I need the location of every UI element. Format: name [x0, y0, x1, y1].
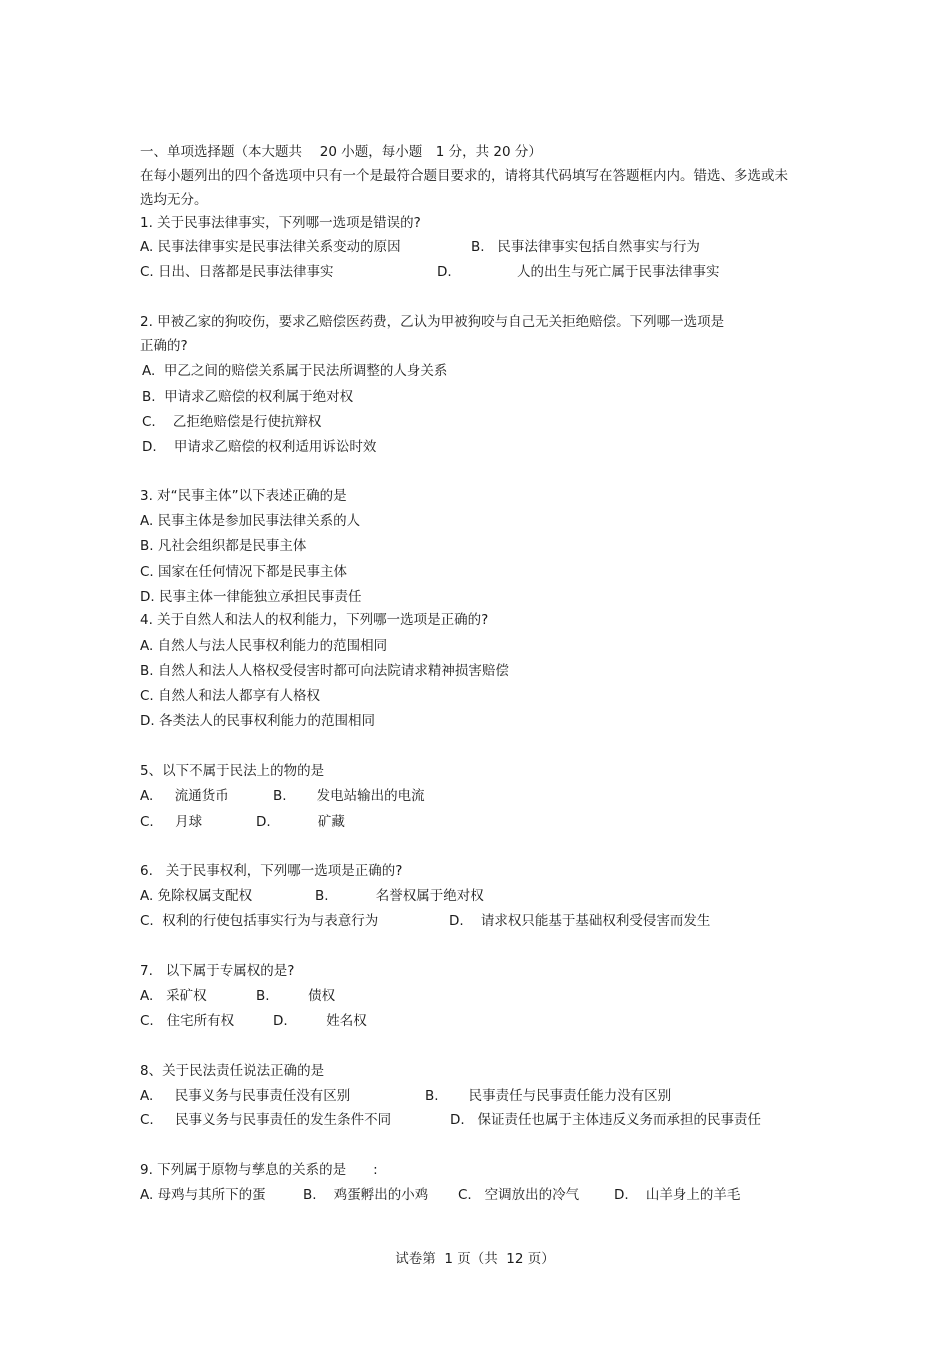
question-6-option-a: A. 免除权属支配权 [140, 888, 253, 904]
question-6-option-b: B. 名誉权属于绝对权 [315, 888, 484, 904]
question-1-option-d-label: D. [437, 264, 452, 280]
question-1-option-a: A. 民事法律事实是民事法律关系变动的原因 [140, 239, 401, 255]
question-9-option-a: A. 母鸡与其所下的蛋 [140, 1187, 266, 1203]
question-7-option-d: D. 姓名权 [273, 1013, 367, 1029]
question-4-option-a: A. 自然人与法人民事权利能力的范围相同 [140, 638, 388, 654]
question-8-option-c: C. 民事义务与民事责任的发生条件不同 [140, 1112, 392, 1128]
question-8-option-b: B. 民事责任与民事责任能力没有区别 [425, 1088, 672, 1104]
question-4-option-d: D. 各类法人的民事权利能力的范围相同 [140, 713, 375, 729]
question-1-option-b: B. 民事法律事实包括自然事实与行为 [471, 239, 700, 255]
question-2-option-d: D. 甲请求乙赔偿的权利适用诉讼时效 [142, 439, 377, 455]
page-number-footer: 试卷第 1 页（共 12 页） [395, 1251, 555, 1267]
question-2-option-a: A. 甲乙之间的赔偿关系属于民法所调整的人身关系 [142, 363, 448, 379]
question-4-option-b: B. 自然人和法人人格权受侵害时都可向法院请求精神损害赔偿 [140, 663, 509, 679]
question-9-option-c: C. 空调放出的冷气 [458, 1187, 580, 1203]
question-2-stem-2: 正确的? [140, 338, 188, 354]
question-9-stem: 9. 下列属于原物与孳息的关系的是 : [140, 1162, 378, 1178]
question-9-option-b: B. 鸡蛋孵出的小鸡 [303, 1187, 429, 1203]
question-2-stem-1: 2. 甲被乙家的狗咬伤，要求乙赔偿医药费，乙认为甲被狗咬与自己无关拒绝赔偿。下列哪一选项是 [140, 314, 725, 330]
question-2-option-b: B. 甲请求乙赔偿的权利属于绝对权 [142, 389, 354, 405]
question-9-option-d: D. 山羊身上的羊毛 [614, 1187, 741, 1203]
question-5-option-a: A. 流通货币 [140, 788, 229, 804]
question-5-option-d: D. 矿藏 [256, 814, 345, 830]
question-3-stem: 3. 对“民事主体”以下表述正确的是 [140, 488, 347, 504]
section-title: 一、单项选择题（本大题共 20 小题，每小题 1 分，共 20 分） [140, 144, 542, 160]
question-6-option-d: D. 请求权只能基于基础权利受侵害而发生 [449, 913, 711, 929]
question-7-option-b: B. 债权 [256, 988, 336, 1004]
question-5-option-b: B. 发电站输出的电流 [273, 788, 425, 804]
question-7-option-c: C. 住宅所有权 [140, 1013, 235, 1029]
question-3-option-d: D. 民事主体一律能独立承担民事责任 [140, 589, 362, 605]
question-8-stem: 8、关于民法责任说法正确的是 [140, 1063, 325, 1079]
question-7-option-a: A. 采矿权 [140, 988, 207, 1004]
question-6-option-c: C. 权利的行使包括事实行为与表意行为 [140, 913, 379, 929]
question-2-option-c: C. 乙拒绝赔偿是行使抗辩权 [142, 414, 322, 430]
question-7-stem: 7. 以下属于专属权的是? [140, 963, 295, 979]
question-4-stem: 4. 关于自然人和法人的权利能力，下列哪一选项是正确的? [140, 612, 489, 628]
question-6-stem: 6. 关于民事权利，下列哪一选项是正确的? [140, 863, 403, 879]
question-5-stem: 5、以下不属于民法上的物的是 [140, 763, 325, 779]
question-3-option-b: B. 凡社会组织都是民事主体 [140, 538, 307, 554]
question-1-option-d: 人的出生与死亡属于民事法律事实 [517, 264, 720, 280]
question-1-option-c: C. 日出、日落都是民事法律事实 [140, 264, 334, 280]
question-8-option-d: D. 保证责任也属于主体违反义务而承担的民事责任 [450, 1112, 762, 1128]
question-1-stem: 1. 关于民事法律事实，下列哪一选项是错误的? [140, 215, 421, 231]
instruction-line-1: 在每小题列出的四个备选项中只有一个是最符合题目要求的，请将其代码填写在答题框内内。错选、多选或未 [140, 168, 788, 184]
instruction-line-2: 选均无分。 [140, 192, 208, 208]
question-3-option-a: A. 民事主体是参加民事法律关系的人 [140, 513, 361, 529]
question-8-option-a: A. 民事义务与民事责任没有区别 [140, 1088, 351, 1104]
question-5-option-c: C. 月球 [140, 814, 203, 830]
question-3-option-c: C. 国家在任何情况下都是民事主体 [140, 564, 348, 580]
question-4-option-c: C. 自然人和法人都享有人格权 [140, 688, 321, 704]
